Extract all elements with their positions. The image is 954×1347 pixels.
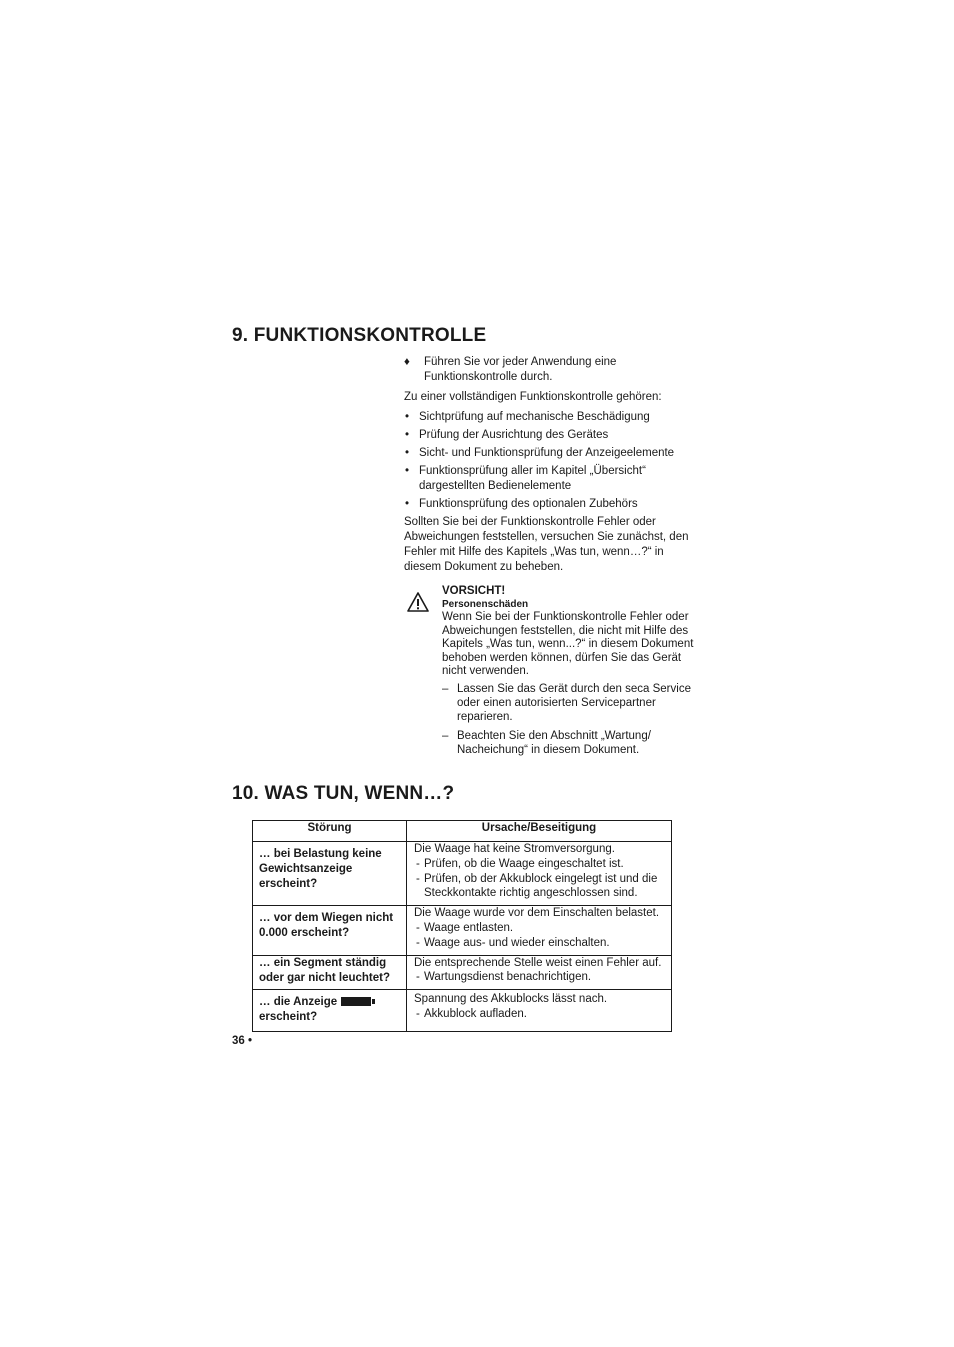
- intro-text: Zu einer vollständigen Funktionskontrolle gehören:: [404, 391, 662, 403]
- problem-cell: … vor dem Wiegen nicht 0.000 erscheint?: [253, 906, 407, 955]
- page-number: 36 •: [232, 1035, 253, 1047]
- warning-box: [442, 584, 694, 762]
- table-row: [253, 906, 672, 955]
- list-item: • Sichtprüfung auf mechanische Beschädigung: [405, 411, 650, 423]
- bullet-icon: •: [405, 465, 410, 477]
- column-header-ursache: Ursache/Beseitigung: [407, 821, 672, 842]
- check-list: [404, 410, 694, 515]
- solution-cell: Die entsprechende Stelle weist einen Fehler auf. - Wartungsdienst benachrichtigen.: [407, 955, 672, 990]
- list-item: – Lassen Sie das Gerät durch den seca Service oder einen autorisierten Servicepartner reparieren.: [442, 682, 691, 723]
- battery-low-icon: [341, 997, 371, 1006]
- warning-triangle-icon: [407, 592, 429, 612]
- problem-cell: … die Anzeige erscheint?: [253, 990, 407, 1032]
- solution-cell: Spannung des Akkublocks lässt nach. - Akkublock aufladen.: [407, 990, 672, 1032]
- table-row: [253, 990, 672, 1032]
- list-item: • Funktionsprüfung aller im Kapitel „Übersicht“ dargestellten Bedienelemente: [405, 465, 646, 492]
- list-item: • Sicht- und Funktionsprüfung der Anzeigeelemente: [405, 447, 675, 459]
- problem-cell: … bei Belastung keine Gewichtsanzeige erscheint?: [253, 842, 407, 906]
- problem-cell: … ein Segment ständig oder gar nicht leuchtet?: [253, 955, 407, 990]
- solution-cell: Die Waage hat keine Stromversorgung. - Prüfen, ob die Waage eingeschaltet ist. - Prüfen, ob der Akkublock eingelegt ist und die Steckkontakte richtig angeschlossen sind.: [407, 842, 672, 906]
- bullet-icon: •: [405, 429, 410, 441]
- bullet-icon: •: [405, 498, 410, 510]
- table-row: [253, 842, 672, 906]
- list-item: – Beachten Sie den Abschnitt „Wartung/ Nacheichung“ in diesem Dokument.: [442, 729, 651, 756]
- solution-cell: Die Waage wurde vor dem Einschalten belastet. - Waage entlasten. - Waage aus- und wieder einschalten.: [407, 906, 672, 955]
- warning-title: VORSICHT!: [442, 585, 506, 597]
- closing-paragraph: Sollten Sie bei der Funktionskontrolle Fehler oder Abweichungen feststellen, versuchen Sie zunächst, den Fehler mit Hilfe des Kapitels „Was tun, wenn…?“ in diesem Dokument zu beheben.: [404, 516, 689, 573]
- bullet-icon: •: [405, 447, 410, 459]
- warning-subtitle: Personenschäden: [442, 599, 529, 610]
- warning-text: Wenn Sie bei der Funktionskontrolle Fehler oder Abweichungen feststellen, die nicht mit Hilfe des Kapitels „Was tun, wenn...?“ in diesem Dokument behoben werden können, dürfen Sie das Gerät nicht verwenden.: [442, 611, 694, 678]
- instruction-text: Führen Sie vor jeder Anwendung eine Funktionskontrolle durch.: [424, 356, 617, 383]
- table-header-row: [253, 821, 672, 842]
- list-item: • Prüfung der Ausrichtung des Gerätes: [405, 429, 609, 441]
- section-heading-funktionskontrolle: 9. FUNKTIONSKONTROLLE: [232, 325, 487, 346]
- bullet-icon: •: [405, 411, 410, 423]
- list-item: • Funktionsprüfung des optionalen Zubehörs: [405, 498, 638, 510]
- troubleshooting-table: [252, 820, 672, 1032]
- section-heading-was-tun: 10. WAS TUN, WENN…?: [232, 783, 455, 804]
- table-row: [253, 955, 672, 990]
- column-header-stoerung: Störung: [253, 821, 407, 842]
- diamond-bullet-icon: ♦: [404, 356, 410, 368]
- warning-action-list: [442, 682, 692, 757]
- instruction-item: [404, 355, 694, 385]
